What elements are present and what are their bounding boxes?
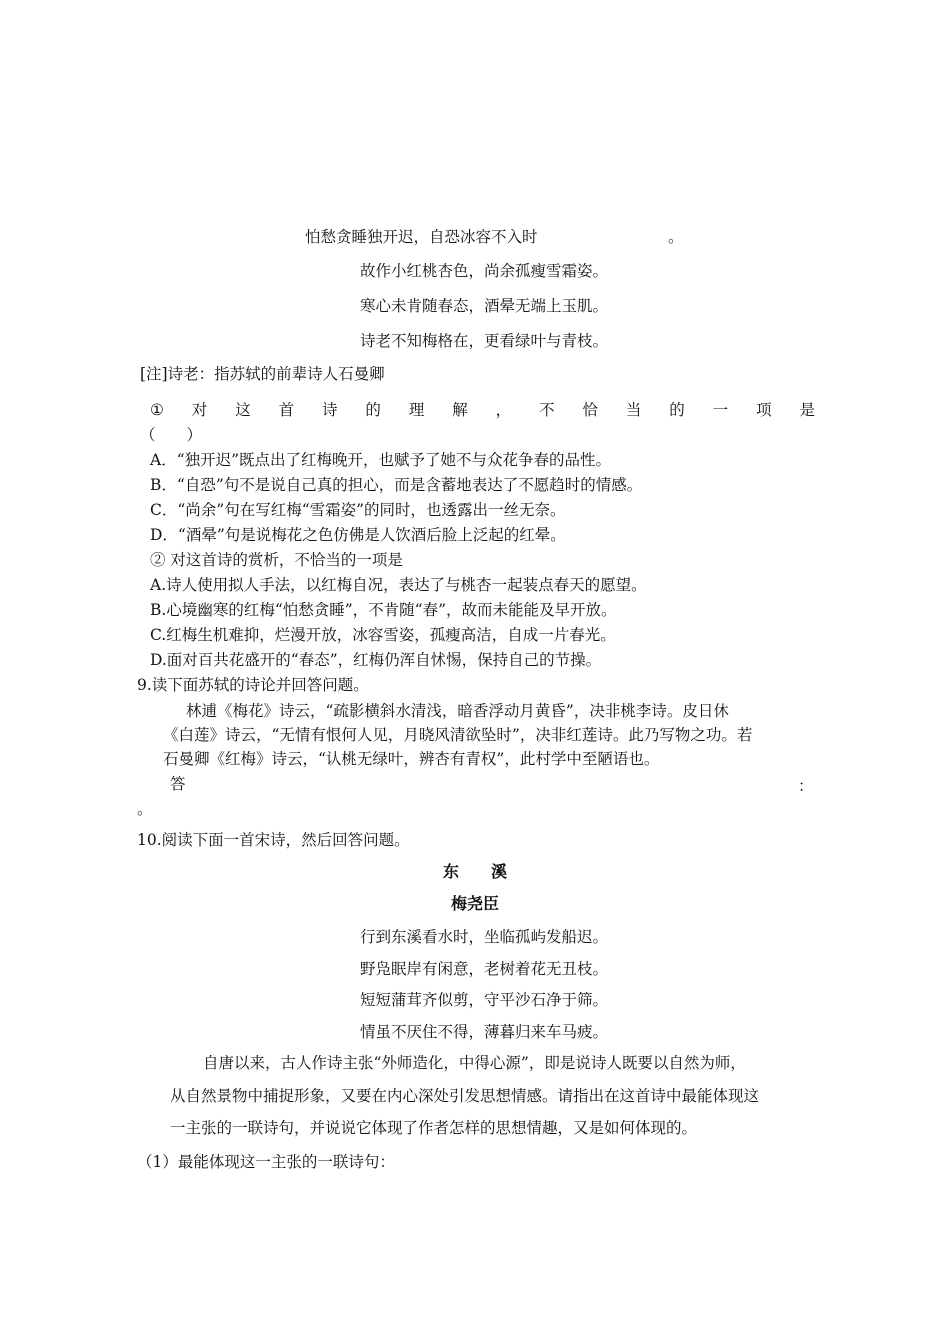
q8-sub2-option-a: A.诗人使用拟人手法，以红梅自况，表达了与桃杏一起装点春天的愿望。 [150,576,647,594]
q9-passage-line-2: 《白莲》诗云，“无情有恨何人见，月晓风清欲坠时”，决非红莲诗。此乃写物之功。若 [163,726,753,744]
q9-passage-line-1: 林逋《梅花》诗云，“疏影横斜水清浅，暗香浮动月黄昏”，决非桃李诗。皮日休 [186,702,729,720]
q8-stem-char: 当 [625,401,642,419]
q9-answer-colon: ： [798,777,814,795]
q8-sub2-stem: ② 对这首诗的赏析，不恰当的一项是 [150,551,403,569]
q10-passage-line-1: 自唐以来，古人作诗主张“外师造化，中得心源”，即是说诗人既要以自然为师， [203,1054,746,1072]
q10-poem-line-3: 短短蒲茸齐似剪，守平沙石净于筛。 [360,991,609,1009]
poem-line-1-period: 。 [668,228,684,246]
poem-note: [注]诗老：指苏轼的前辈诗人石曼卿 [140,365,385,383]
q8-stem-char: 对 [191,401,208,419]
q8-stem-char: 诗 [322,401,338,419]
poem-line-4: 诗老不知梅格在，更看绿叶与青枝。 [360,332,609,350]
q8-sub1-option-b: B．“自恐”句不是说自己真的担心，而是含蓄地表达了不愿趋时的情感。 [150,476,643,494]
q10-poem-line-2: 野凫眠岸有闲意，老树着花无丑枝。 [360,960,609,978]
q8-stem-char: 的 [669,401,685,419]
q8-sub2-option-b: B.心境幽寒的红梅“怕愁贪睡”，不肯随“春”，故而未能能及早开放。 [150,601,617,619]
q8-stem-char: 恰 [582,401,598,419]
q8-sub2-option-d: D.面对百共花盛开的“春态”，红梅仍浑自怵惕，保持自己的节操。 [150,651,602,669]
q10-poem-line-1: 行到东溪看水时，坐临孤屿发船迟。 [360,928,609,946]
q9-answer-end: 。 [137,800,153,818]
q10-poem-title: 东 溪 [442,862,507,881]
q8-sub1-option-c: C．“尚余”句在写红梅“雪霜姿”的同时，也透露出一丝无奈。 [150,501,566,519]
q8-stem-char: 首 [278,401,295,419]
q8-sub1-paren: （ ） [140,426,203,444]
q10-poem-author: 梅尧臣 [450,894,499,913]
q8-stem-char: 理 [408,401,425,419]
poem-line-3: 寒心未肯随春态，酒晕无端上玉肌。 [360,297,609,315]
q9-answer-label: 答 [170,775,186,793]
q10-sub1: （1）最能体现这一主张的一联诗句： [137,1153,395,1171]
q10-passage-line-3: 一主张的一联诗句，并说说它体现了作者怎样的思想情趣，又是如何体现的。 [170,1119,698,1137]
poem-line-1: 怕愁贪睡独开迟，自恐冰容不入时 [305,228,538,246]
q8-sub1-option-a: A．“独开迟”既点出了红梅晚开，也赋予了她不与众花争春的品性。 [150,451,612,469]
q8-stem-char: 一 [712,401,729,419]
q8-stem-char: 是 [799,401,815,419]
q10-title: 10.阅读下面一首宋诗，然后回答问题。 [137,831,410,849]
q10-passage-line-2: 从自然景物中捕捉形象，又要在内心深处引发思想情感。请指出在这首诗中最能体现这 [170,1087,760,1105]
q8-stem-char: ， [495,401,512,419]
poem-line-2: 故作小红桃杏色，尚余孤瘦雪霜姿。 [360,262,609,280]
q8-sub1-stem [150,399,815,421]
q8-sub2-option-c: C.红梅生机难抑，烂漫开放，冰容雪姿，孤瘦高洁，自成一片春光。 [150,626,616,644]
q9-title: 9.读下面苏轼的诗论并回答问题。 [137,676,369,694]
q10-poem-line-4: 情虽不厌住不得，薄暮归来车马疲。 [360,1023,609,1041]
q8-stem-char: 的 [365,401,381,419]
q8-stem-char: 不 [539,401,555,419]
q8-stem-char: 解 [452,401,468,419]
q8-stem-char: 这 [235,401,251,419]
q8-stem-char: 项 [756,401,772,419]
q9-passage-line-3: 石曼卿《红梅》诗云，“认桃无绿叶，辨杏有青权”，此村学中至陋语也。 [163,750,660,768]
q8-sub1-option-d: D．“酒晕”句是说梅花之色仿佛是人饮酒后脸上泛起的红晕。 [150,526,566,544]
q8-stem-char: ① [150,401,164,419]
